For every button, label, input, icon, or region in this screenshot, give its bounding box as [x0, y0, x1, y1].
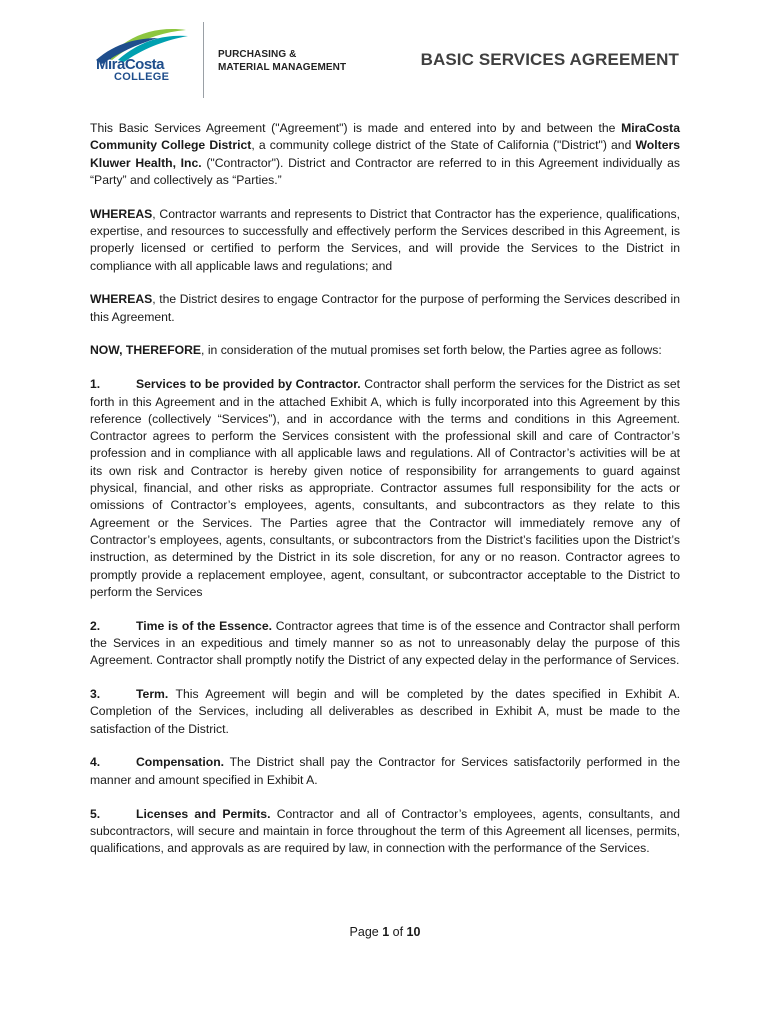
header-divider	[203, 22, 204, 98]
page-of-label: of	[389, 925, 407, 939]
now-therefore-lead: NOW, THEREFORE	[90, 343, 202, 358]
section-text: Contractor shall perform the services for the District as set forth in this Agreement and in the attached Exhibit A, which is fully incorporated into this Agreement by this reference (collectively “Services”), and in accordance with the terms and conditions in this Agreement. Contractor agrees to perform the Services consistent with the professional skill and care of Contractor’s profession and in compliance with all applicable laws and regulations. All of Contractor’s activities will be at its own risk and Contractor is hereby given notice of responsibility for arrangements to guard against physical, financial, and other risks as appropriate. Contractor assumes full responsibility for the acts or omissions of Contractor’s employees, agents, consultants, and subcontractors as they relate to this Agreement or the Services. The Parties agree that the Contractor will immediately remove any of Contractor’s employees, agents, consultants, or subcontractors from the District’s facilities upon the District’s instruction, as determined by the District in its sole discretion, for any or no reason. Contractor agrees to promptly provide a replacement employee, agent, consultant, or subcontractor acceptable to the District to perform the Services	[90, 377, 680, 599]
department-line-2: MATERIAL MANAGEMENT	[218, 62, 347, 73]
logo-subtext: COLLEGE	[114, 71, 170, 83]
section-title: Services to be provided by Contractor.	[136, 377, 361, 392]
intro-paragraph	[90, 120, 680, 189]
whereas-lead-2: WHEREAS	[90, 292, 153, 307]
whereas-paragraph-1	[90, 206, 680, 275]
section-5	[90, 806, 680, 858]
intro-text-3: ("Contractor"). District and Contractor are referred to in this Agreement individually as “Party” and collectively as “Parties.”	[90, 155, 680, 187]
section-1	[90, 376, 680, 601]
now-therefore-paragraph	[90, 342, 680, 359]
page-footer	[0, 925, 770, 939]
section-text: Contractor agrees that time is of the essence and Contractor shall perform the Services in an expeditious and timely manner so as not to unreasonably delay the purpose of this Agreement. Contractor shall promptly notify the District of any expected delay in the performance of Services.	[90, 618, 680, 668]
section-text: This Agreement will begin and will be completed by the dates specified in Exhibit A. Completion of the Services, including all deliverables as described in Exhibit A, must be made to the satisfaction of the District.	[90, 687, 680, 736]
section-text: Contractor and all of Contractor’s employees, agents, consultants, and subcontractors, will secure and maintain in force throughout the term of this Agreement all licenses, permits, qualifications, and approvals as are required by law, in connection with the performance of the Services.	[90, 806, 680, 856]
agreement-body	[90, 120, 680, 874]
section-number: 5.	[90, 806, 101, 821]
section-number: 3.	[90, 687, 101, 702]
whereas-text-2: , the District desires to engage Contractor for the purpose of performing the Services described in this Agreement.	[90, 292, 680, 324]
section-4	[90, 754, 680, 789]
section-title: Time is of the Essence.	[136, 618, 272, 633]
department-line-1: PURCHASING &	[218, 49, 297, 60]
miracosta-logo	[88, 24, 190, 86]
intro-text-2: , a community college district of the State of California ("District") and	[251, 138, 636, 153]
document-title: BASIC SERVICES AGREEMENT	[420, 50, 679, 69]
section-number: 2.	[90, 618, 101, 633]
section-title: Term.	[136, 687, 169, 702]
whereas-paragraph-2	[90, 291, 680, 326]
section-number: 4.	[90, 755, 101, 770]
district-name: MiraCosta Community College District	[90, 121, 680, 153]
section-number: 1.	[90, 377, 101, 392]
contractor-name: Wolters Kluwer Health, Inc.	[90, 138, 680, 170]
section-title: Compensation.	[136, 755, 225, 770]
section-title: Licenses and Permits.	[136, 806, 271, 821]
section-text: The District shall pay the Contractor for Services satisfactorily performed in the manner and amount specified in Exhibit A.	[90, 755, 680, 787]
whereas-text-1: , Contractor warrants and represents to District that Contractor has the experience, qualifications, expertise, and resources to successfully and effectively perform the Services described in this Agreement, is properly licensed or certified to perform the Services, and will provide the Services to the District in compliance with all applicable laws and regulations; and	[90, 206, 680, 273]
section-3	[90, 686, 680, 738]
department-name	[218, 48, 346, 74]
intro-text-1: This Basic Services Agreement ("Agreement") is made and entered into by and between the	[90, 121, 622, 135]
page-total: 10	[406, 925, 421, 939]
whereas-lead-1: WHEREAS	[90, 206, 153, 221]
logo-wordmark: MiraCosta	[96, 56, 165, 73]
page-number: 1	[382, 925, 390, 939]
page-header	[0, 0, 770, 100]
section-2	[90, 618, 680, 670]
now-therefore-text: , in consideration of the mutual promises set forth below, the Parties agree as follows:	[201, 343, 662, 358]
page-label: Page	[349, 925, 383, 939]
